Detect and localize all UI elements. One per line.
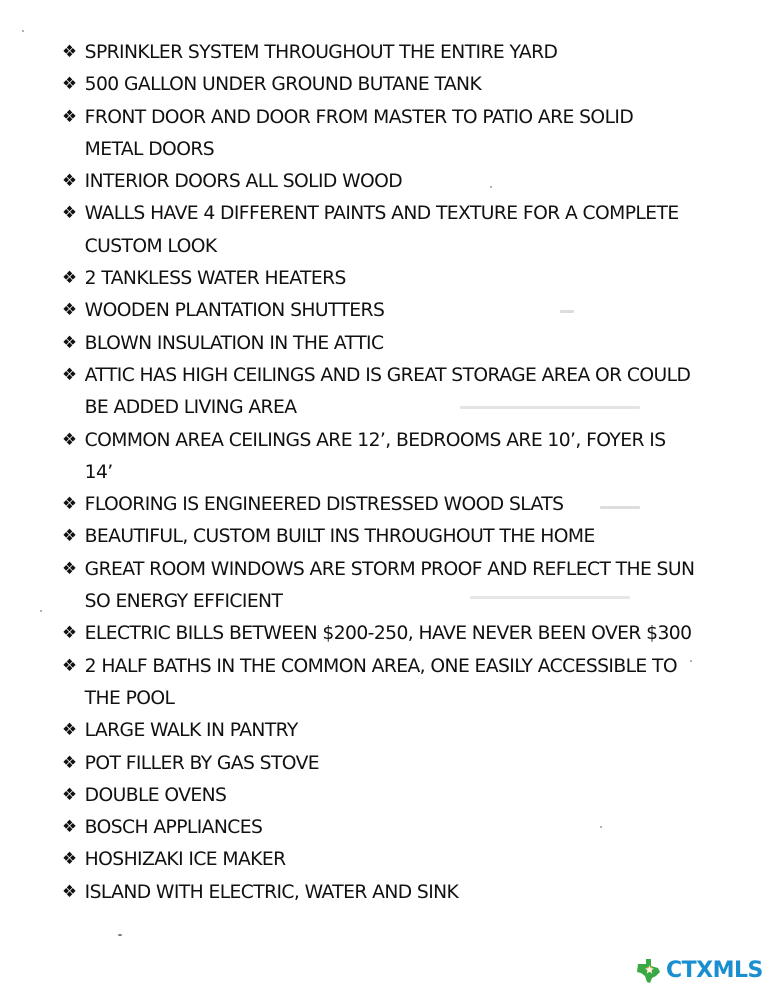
feature-text: COMMON AREA CEILINGS ARE 12’, BEDROOMS ARE 10’, FOYER IS 14’ <box>84 428 666 483</box>
diamond-bullet-icon: ❖ <box>62 42 77 62</box>
scan-speck <box>490 186 492 188</box>
ctxmls-logo <box>634 954 763 988</box>
diamond-bullet-icon: ❖ <box>62 332 77 353</box>
feature-item <box>62 327 742 359</box>
feature-item <box>62 165 742 197</box>
feature-item <box>62 843 742 875</box>
feature-item <box>62 553 742 618</box>
feature-text: 500 GALLON UNDER GROUND BUTANE TANK <box>84 73 482 96</box>
feature-item <box>62 747 742 779</box>
feature-text: 2 TANKLESS WATER HEATERS <box>84 267 346 290</box>
feature-text: BEAUTIFUL, CUSTOM BUILT INS THROUGHOUT THE HOME <box>84 525 595 548</box>
feature-text: LARGE WALK IN PANTRY <box>84 719 298 742</box>
feature-item <box>62 68 742 100</box>
diamond-bullet-icon: ❖ <box>62 558 77 579</box>
diamond-bullet-icon: ❖ <box>62 526 77 547</box>
scan-speck <box>600 506 640 509</box>
feature-item <box>62 488 742 520</box>
feature-text: FLOORING IS ENGINEERED DISTRESSED WOOD SLATS <box>84 493 564 516</box>
diamond-bullet-icon: ❖ <box>62 364 77 385</box>
feature-text: ATTIC HAS HIGH CEILINGS AND IS GREAT STORAGE AREA OR COULD BE ADDED LIVING AREA <box>84 363 691 419</box>
feature-item <box>62 262 742 294</box>
diamond-bullet-icon: ❖ <box>62 268 77 289</box>
feature-item <box>62 101 742 166</box>
feature-item <box>62 617 742 649</box>
diamond-bullet-icon: ❖ <box>62 203 77 224</box>
feature-text: BLOWN INSULATION IN THE ATTIC <box>84 331 384 354</box>
scan-speck <box>118 934 122 936</box>
feature-item <box>62 779 742 811</box>
feature-text: SPRINKLER SYSTEM THROUGHOUT THE ENTIRE YARD <box>84 41 558 63</box>
scan-speck <box>600 826 602 828</box>
diamond-bullet-icon: ❖ <box>62 655 77 676</box>
diamond-bullet-icon: ❖ <box>62 106 77 127</box>
feature-text: WOODEN PLANTATION SHUTTERS <box>84 299 385 322</box>
diamond-bullet-icon: ❖ <box>62 429 77 450</box>
scan-speck <box>460 406 640 409</box>
feature-text: WALLS HAVE 4 DIFFERENT PAINTS AND TEXTURE FOR A COMPLETE CUSTOM LOOK <box>84 202 679 257</box>
feature-item <box>62 650 742 715</box>
feature-text: BOSCH APPLIANCES <box>84 816 263 839</box>
diamond-bullet-icon: ❖ <box>62 849 77 870</box>
diamond-bullet-icon: ❖ <box>62 74 77 95</box>
diamond-bullet-icon: ❖ <box>62 623 77 644</box>
feature-text: POT FILLER BY GAS STOVE <box>84 751 320 774</box>
scan-speck <box>22 30 24 32</box>
feature-text: ELECTRIC BILLS BETWEEN $200-250, HAVE NEVER BEEN OVER $300 <box>84 622 692 645</box>
diamond-bullet-icon: ❖ <box>62 300 77 321</box>
diamond-bullet-icon: ❖ <box>62 720 77 741</box>
feature-text: DOUBLE OVENS <box>84 783 227 806</box>
feature-text: INTERIOR DOORS ALL SOLID WOOD <box>84 170 403 193</box>
feature-text: FRONT DOOR AND DOOR FROM MASTER TO PATIO ARE SOLID METAL DOORS <box>84 105 634 160</box>
feature-text: ISLAND WITH ELECTRIC, WATER AND SINK <box>84 880 459 903</box>
feature-item <box>62 197 742 262</box>
scan-speck <box>470 596 630 599</box>
feature-item <box>62 294 742 326</box>
diamond-bullet-icon: ❖ <box>62 817 77 838</box>
feature-item <box>62 876 742 908</box>
feature-item <box>62 424 742 489</box>
diamond-bullet-icon: ❖ <box>62 494 77 515</box>
feature-item <box>62 811 742 843</box>
feature-item <box>62 520 742 552</box>
scan-speck <box>560 310 574 313</box>
scan-speck <box>40 610 42 612</box>
diamond-bullet-icon: ❖ <box>62 881 77 902</box>
feature-text: 2 HALF BATHS IN THE COMMON AREA, ONE EASILY ACCESSIBLE TO THE POOL <box>84 654 677 709</box>
feature-text: GREAT ROOM WINDOWS ARE STORM PROOF AND REFLECT THE SUN SO ENERGY EFFICIENT <box>84 557 695 613</box>
diamond-bullet-icon: ❖ <box>62 171 77 192</box>
logo-text-ctx: CTX <box>666 958 713 983</box>
feature-item <box>62 359 742 424</box>
diamond-bullet-icon: ❖ <box>62 752 77 773</box>
diamond-bullet-icon: ❖ <box>62 784 77 805</box>
feature-item <box>62 714 742 746</box>
feature-item <box>62 36 742 68</box>
feature-list <box>62 36 752 908</box>
feature-text: HOSHIZAKI ICE MAKER <box>84 848 286 871</box>
logo-text-mls: MLS <box>712 958 763 983</box>
texas-map-icon <box>634 956 664 986</box>
scan-speck <box>690 660 692 662</box>
